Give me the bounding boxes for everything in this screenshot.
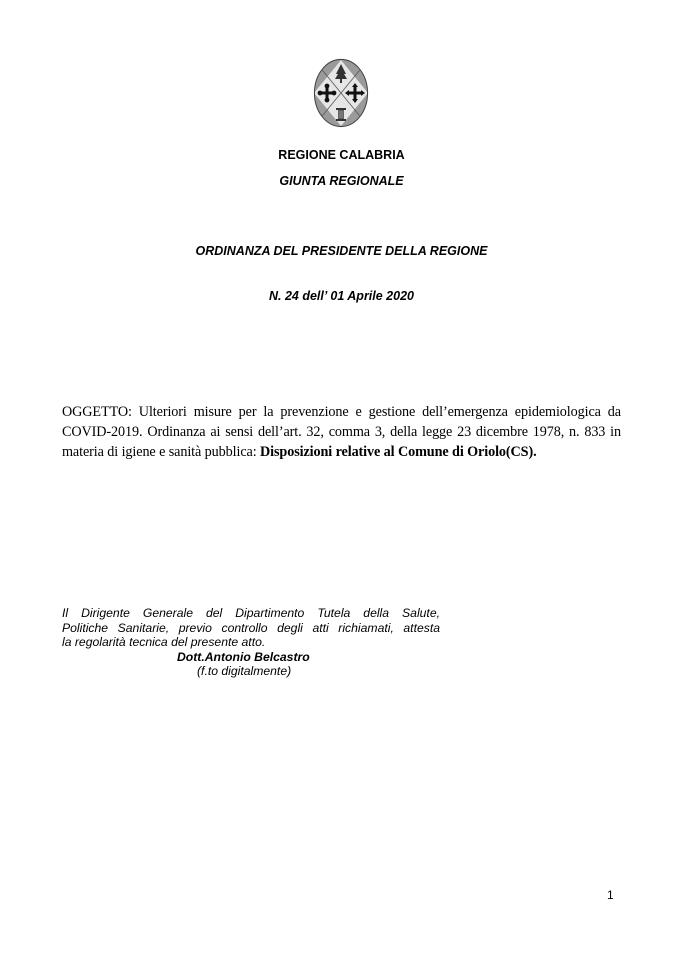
region-title: REGIONE CALABRIA <box>278 148 405 162</box>
regione-calabria-emblem-icon <box>312 58 370 128</box>
signature-line-2: Politiche Sanitarie, previo controllo degli atti richiamati, attesta <box>62 620 440 635</box>
council-title: GIUNTA REGIONALE <box>279 174 404 188</box>
signature-line-1: Il Dirigente Generale del Dipartimento Tutela della Salute, <box>62 606 440 620</box>
subject-line-3 <box>62 442 621 462</box>
subject-paragraph <box>62 402 621 462</box>
subject-emphasis: Disposizioni relative al Comune di Oriolo(CS). <box>260 444 537 460</box>
subject-line-1: OGGETTO: Ulteriori misure per la prevenzione e gestione dell’emergenza epidemiologica da <box>62 404 621 420</box>
signatory-name: Dott.Antonio Belcastro <box>177 649 310 664</box>
ordinance-number: N. 24 dell’ 01 Aprile 2020 <box>269 289 414 303</box>
digital-signature-note: (f.to digitalmente) <box>197 664 292 679</box>
page-number: 1 <box>607 888 614 902</box>
signature-line-3: la regolarità tecnica del presente atto. <box>62 635 266 650</box>
subject-line-3-text: materia di igiene e sanità pubblica: <box>62 444 261 460</box>
ordinance-title: ORDINANZA DEL PRESIDENTE DELLA REGIONE <box>195 244 488 258</box>
subject-line-2: COVID-2019. Ordinanza ai sensi dell’art. 32, comma 3, della legge 23 dicembre 1978, n. 833 in <box>62 424 621 440</box>
signature-block <box>62 606 440 679</box>
